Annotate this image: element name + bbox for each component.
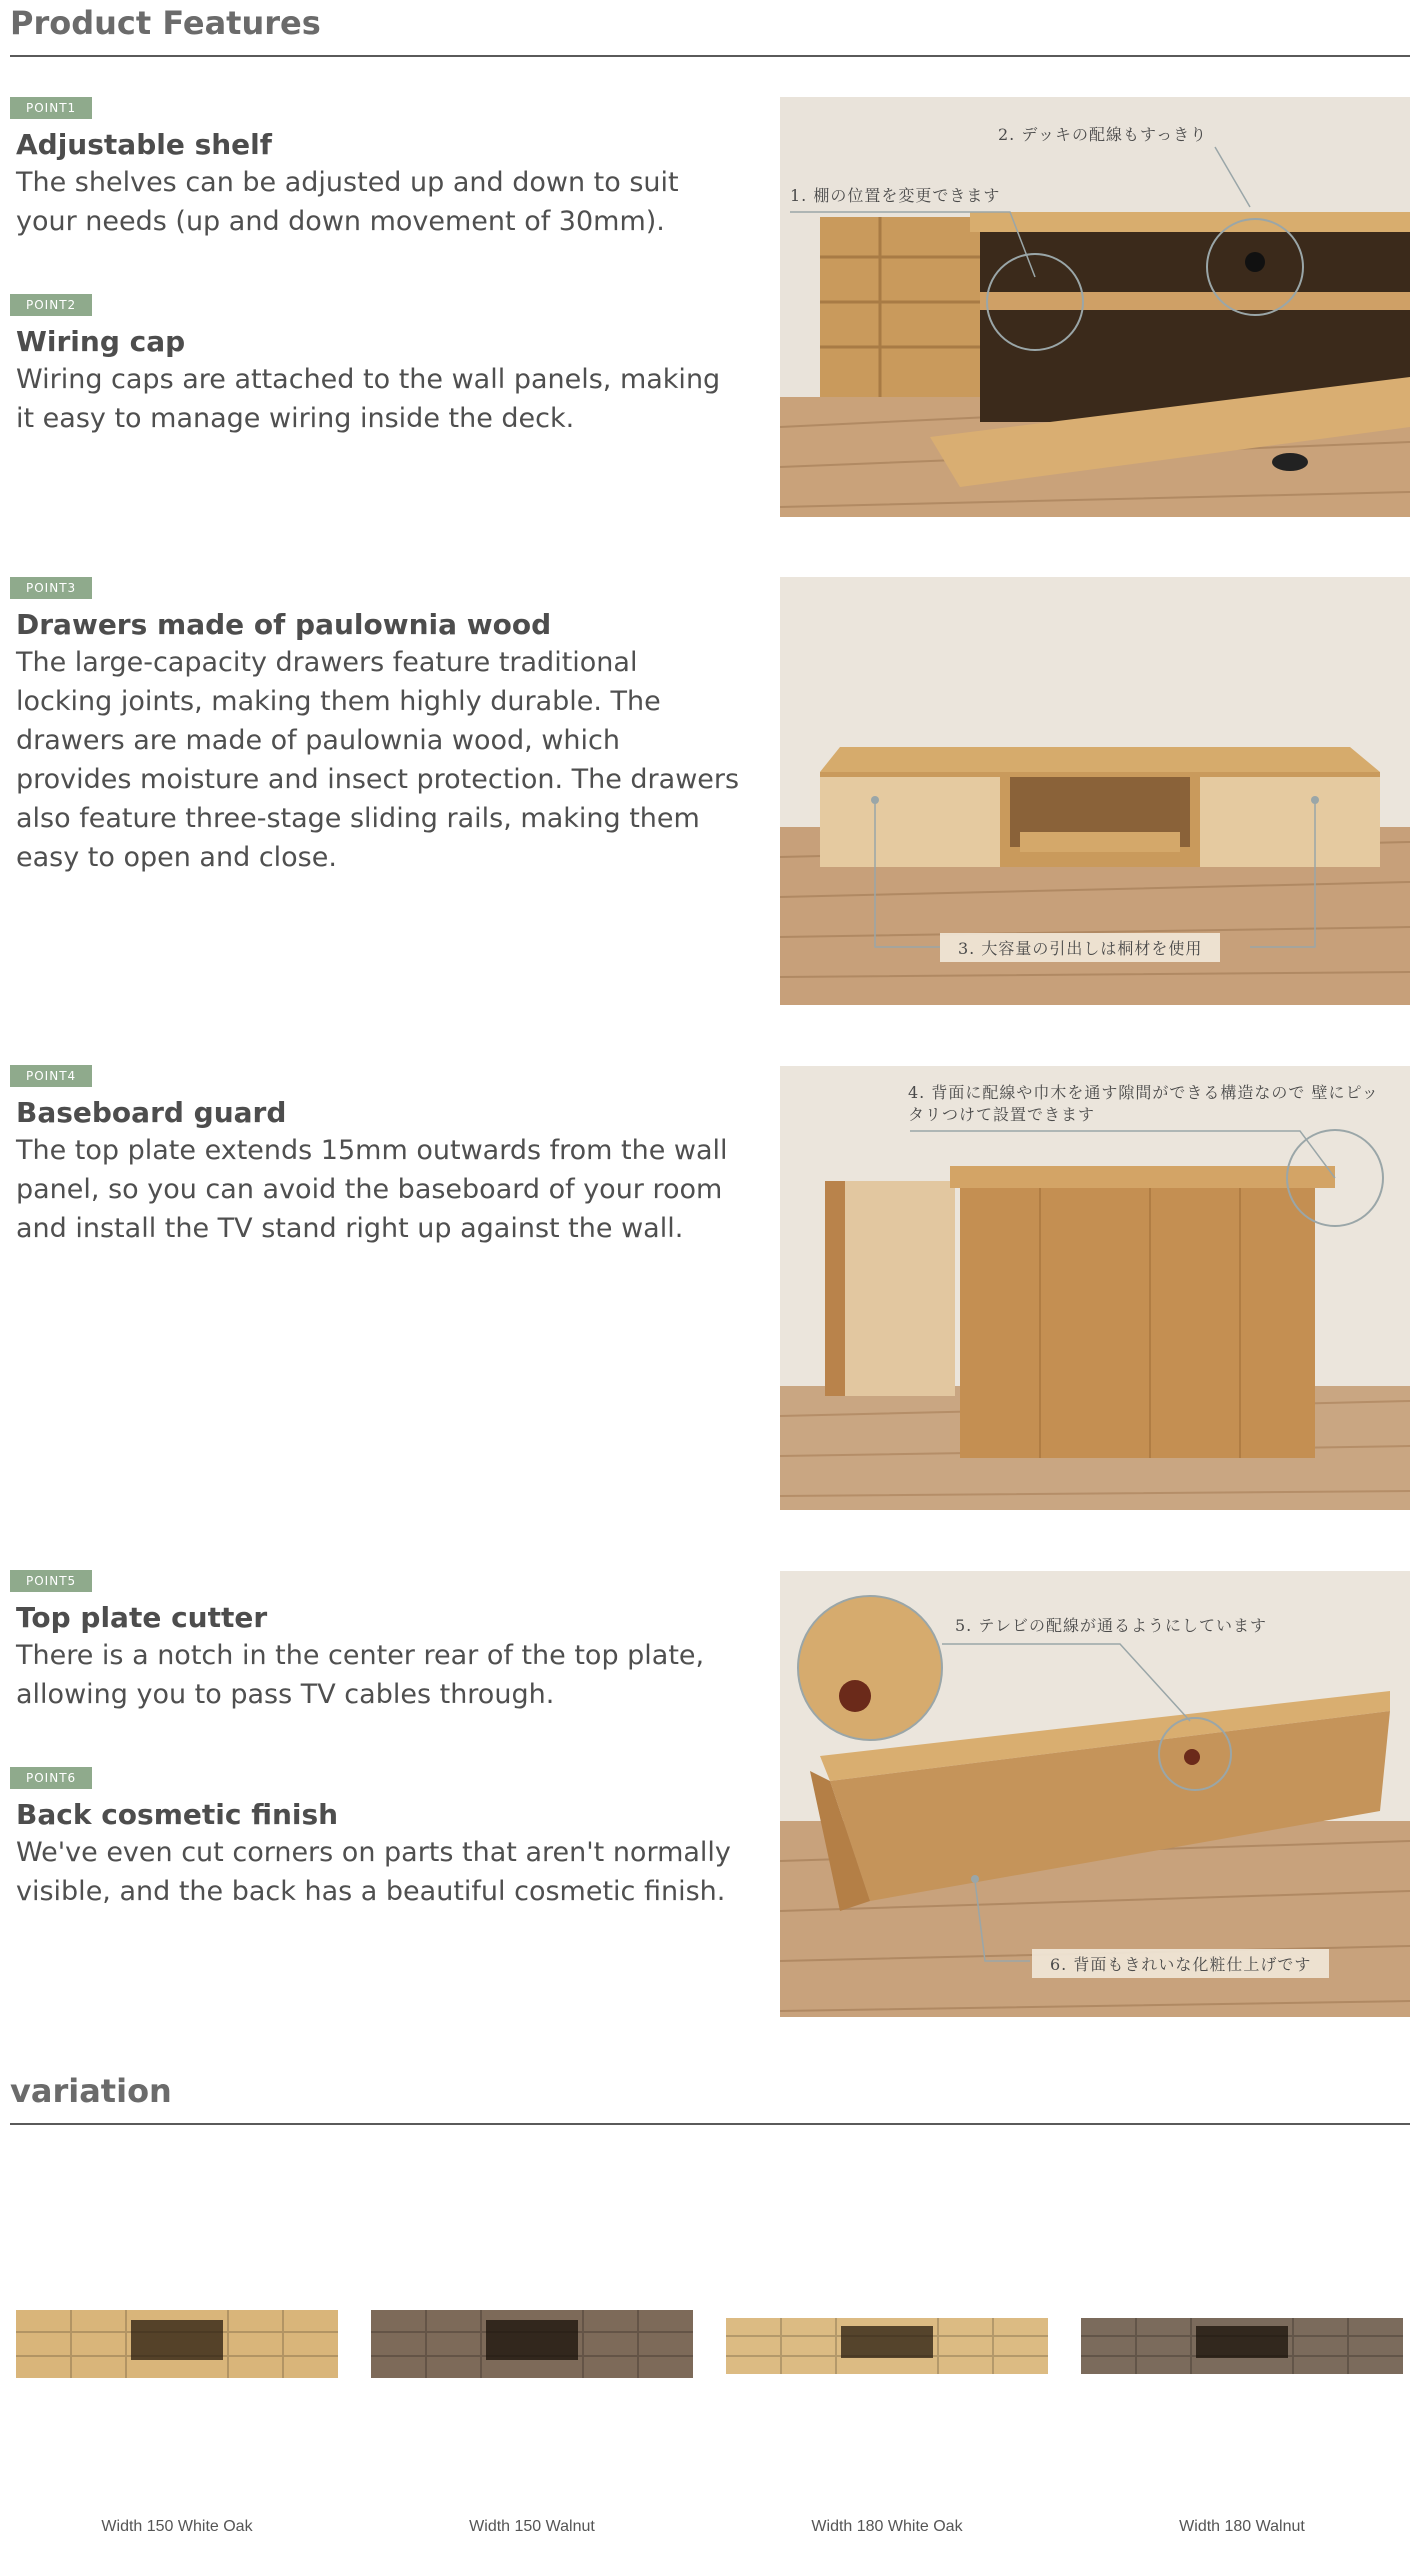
point-title: Top plate cutter <box>16 1601 268 1634</box>
point-title: Back cosmetic finish <box>16 1798 339 1831</box>
tv-stand-thumbnail-image <box>371 2310 693 2378</box>
variation-thumbnail[interactable] <box>726 2318 1048 2374</box>
photo-callout: 5. テレビの配線が通るようにしています <box>955 1616 1268 1635</box>
tv-stand-thumbnail-image <box>16 2310 338 2378</box>
variation-thumbnail[interactable] <box>1081 2318 1403 2374</box>
point-badge: POINT2 <box>10 294 92 316</box>
point-title: Adjustable shelf <box>16 128 272 161</box>
point-badge: POINT4 <box>10 1065 92 1087</box>
feature-point-6 <box>10 1767 740 1911</box>
point-text: The top plate extends 15mm outwards from the wall panel, so you can avoid the baseboard of your room and install the TV stand right up against the wall. <box>16 1135 728 1244</box>
photo-adjustable-shelf <box>780 97 1410 517</box>
feature-point-4 <box>10 1065 740 1248</box>
photo-callout: 3. 大容量の引出しは桐材を使用 <box>940 933 1220 962</box>
feature-point-3 <box>10 577 740 877</box>
section-title-variation: variation <box>10 2072 172 2110</box>
photo-callout: 1. 棚の位置を変更できます <box>790 186 1001 205</box>
point-text: There is a notch in the center rear of the top plate, allowing you to pass TV cables through. <box>16 1640 705 1710</box>
tv-stand-thumbnail-image <box>1081 2318 1403 2374</box>
section-divider <box>10 2123 1410 2125</box>
tv-stand-thumbnail-image <box>726 2318 1048 2374</box>
variation-thumbnail[interactable] <box>371 2310 693 2378</box>
tv-stand-side-image <box>780 1066 1410 1510</box>
point-text: We've even cut corners on parts that aren't normally visible, and the back has a beautiful cosmetic finish. <box>16 1837 731 1907</box>
point-text: Wiring caps are attached to the wall panels, making it easy to manage wiring inside the deck. <box>16 364 721 434</box>
point-badge: POINT1 <box>10 97 92 119</box>
point-badge: POINT3 <box>10 577 92 599</box>
point-badge: POINT6 <box>10 1767 92 1789</box>
point-badge: POINT5 <box>10 1570 92 1592</box>
point-title: Baseboard guard <box>16 1096 287 1129</box>
section-title-product-features: Product Features <box>10 4 321 42</box>
photo-paulownia-drawers <box>780 577 1410 1005</box>
photo-top-plate-cutter <box>780 1571 1410 2017</box>
variation-label[interactable]: Width 180 White Oak <box>811 2518 963 2535</box>
point-text: The large-capacity drawers feature traditional locking joints, making them highly durable. The drawers are made of paulownia wood, which provides moisture and insect protection. The drawers also feature three-stage sliding rails, making them easy to open and close. <box>16 647 740 873</box>
feature-point-2 <box>10 294 740 438</box>
photo-callout: 2. デッキの配線もすっきり <box>998 125 1208 144</box>
variation-thumbnail[interactable] <box>16 2310 338 2378</box>
photo-callout: 6. 背面もきれいな化粧仕上げです <box>1032 1949 1329 1978</box>
point-title: Drawers made of paulownia wood <box>16 608 552 641</box>
variation-label[interactable]: Width 150 Walnut <box>469 2518 595 2535</box>
variation-label[interactable]: Width 180 Walnut <box>1179 2518 1305 2535</box>
point-text: The shelves can be adjusted up and down to suit your needs (up and down movement of 30mm). <box>16 167 679 237</box>
feature-point-1 <box>10 97 740 241</box>
photo-baseboard-guard <box>780 1066 1410 1510</box>
tv-stand-shelf-image <box>780 97 1410 517</box>
section-divider <box>10 55 1410 57</box>
feature-point-5 <box>10 1570 740 1714</box>
point-title: Wiring cap <box>16 325 186 358</box>
photo-callout: 4. 背面に配線や巾木を通す隙間ができる構造なので 壁にピッタリつけて設置できます <box>908 1083 1379 1124</box>
variation-label[interactable]: Width 150 White Oak <box>101 2518 253 2535</box>
